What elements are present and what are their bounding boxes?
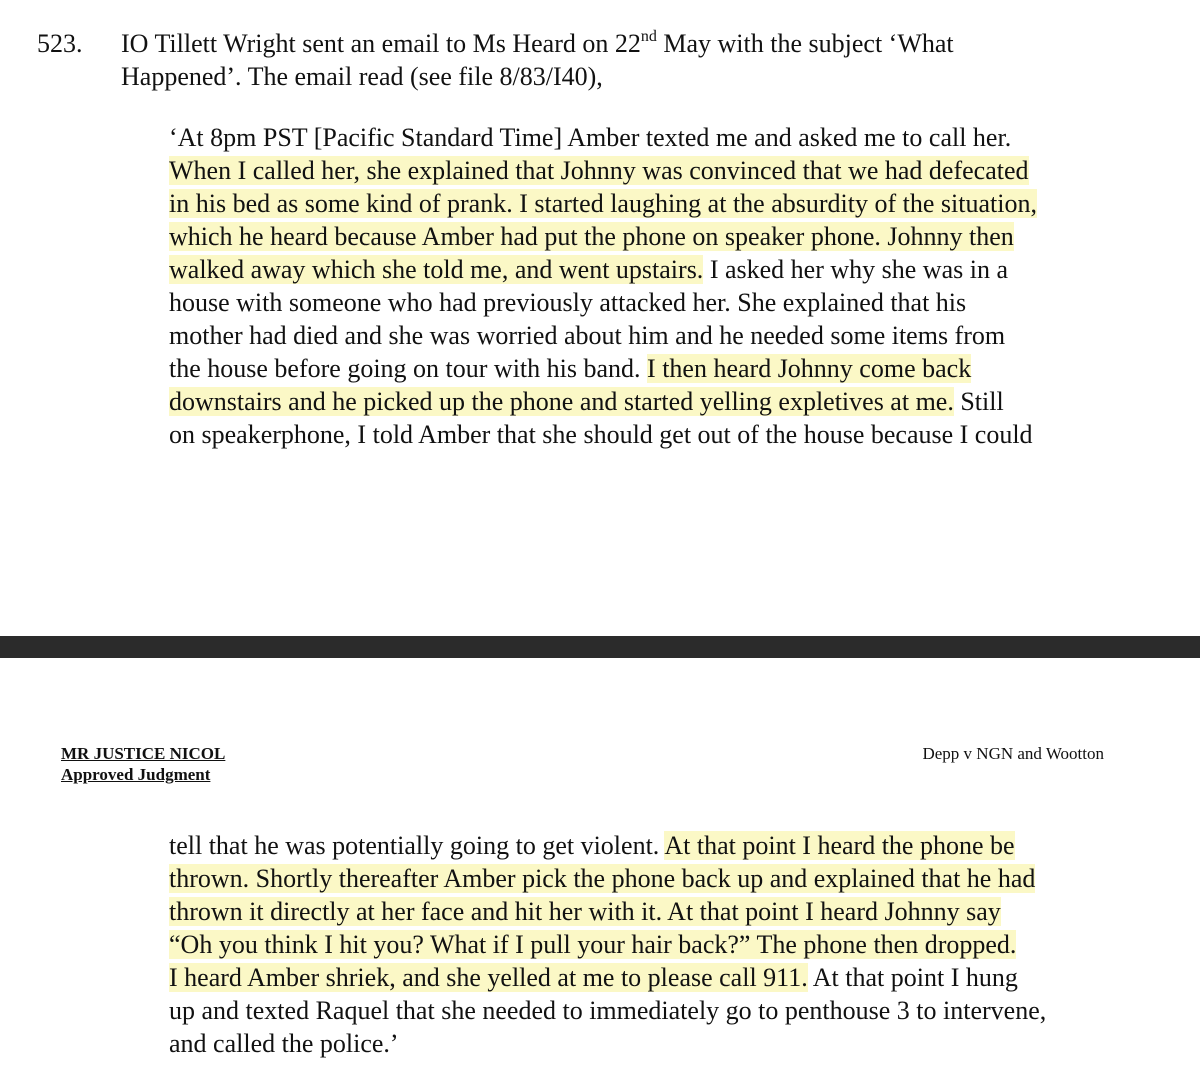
quote-line: on speakerphone, I told Amber that she should get out of the house because I could (169, 420, 1033, 449)
quote-line (169, 220, 1108, 253)
intro-text-b: May with the subject ‘What (656, 29, 954, 58)
quote-line (169, 154, 1108, 187)
highlighted-text: which he heard because Amber had put the phone on speaker phone. Johnny then (169, 222, 1014, 251)
highlighted-text: in his bed as some kind of prank. I started laughing at the absurdity of the situation, (169, 189, 1037, 218)
highlighted-text: I heard Amber shriek, and she yelled at me to please call 911. (169, 963, 808, 992)
email-quote-part-1 (169, 121, 1108, 451)
judgment-status: Approved Judgment (61, 765, 211, 784)
quote-line (169, 352, 1108, 385)
plain-text: At that point I hung (807, 963, 1018, 992)
paragraph-intro (121, 27, 1108, 93)
quote-line (169, 928, 1108, 961)
quote-line (169, 253, 1108, 286)
highlighted-text: When I called her, she explained that Johnny was convinced that we had defecated (169, 156, 1029, 185)
highlighted-text: downstairs and he picked up the phone and started yelling expletives at me. (169, 387, 954, 416)
ordinal-suffix: nd (640, 28, 657, 45)
highlighted-text: At that point I heard the phone be (664, 831, 1015, 860)
plain-text: I asked her why she was in a (703, 255, 1008, 284)
highlighted-text: I then heard Johnny come back (647, 354, 972, 383)
plain-text: tell that he was potentially going to get violent. (169, 831, 665, 860)
quote-line (169, 961, 1108, 994)
page-divider (0, 636, 1200, 658)
highlighted-text: thrown. Shortly thereafter Amber pick the phone back up and explained that he had (169, 864, 1036, 893)
plain-text: the house before going on tour with his band. (169, 354, 648, 383)
intro-text-a: IO Tillett Wright sent an email to Ms Heard on 22 (121, 29, 641, 58)
quote-line (169, 187, 1108, 220)
intro-line (121, 27, 1108, 60)
plain-text: Still (953, 387, 1004, 416)
page-bottom (0, 658, 1200, 1077)
quote-line: ‘At 8pm PST [Pacific Standard Time] Amber texted me and asked me to call her. (169, 123, 1012, 152)
quote-line (169, 862, 1108, 895)
highlighted-text: “Oh you think I hit you? What if I pull your hair back?” The phone then dropped. (169, 930, 1017, 959)
case-name: Depp v NGN and Wootton (922, 744, 1104, 763)
quote-line: mother had died and she was worried about him and he needed some items from (169, 321, 1006, 350)
judgment-header (61, 743, 225, 785)
judge-name: MR JUSTICE NICOL (61, 744, 226, 763)
quote-line: house with someone who had previously attacked her. She explained that his (169, 288, 967, 317)
email-quote-part-2 (169, 829, 1108, 1060)
highlighted-text: thrown it directly at her face and hit her with it. At that point I heard Johnny say (169, 897, 1001, 926)
quote-line: and called the police.’ (169, 1029, 399, 1058)
quote-line (169, 829, 1108, 862)
intro-line: Happened’. The email read (see file 8/83/I40), (121, 62, 603, 91)
quote-line (169, 895, 1108, 928)
highlighted-text: walked away which she told me, and went upstairs. (169, 255, 704, 284)
paragraph-number: 523. (37, 29, 83, 58)
quote-line: up and texted Raquel that she needed to immediately go to penthouse 3 to intervene, (169, 996, 1047, 1025)
quote-line (169, 385, 1108, 418)
intro-text (121, 27, 954, 60)
